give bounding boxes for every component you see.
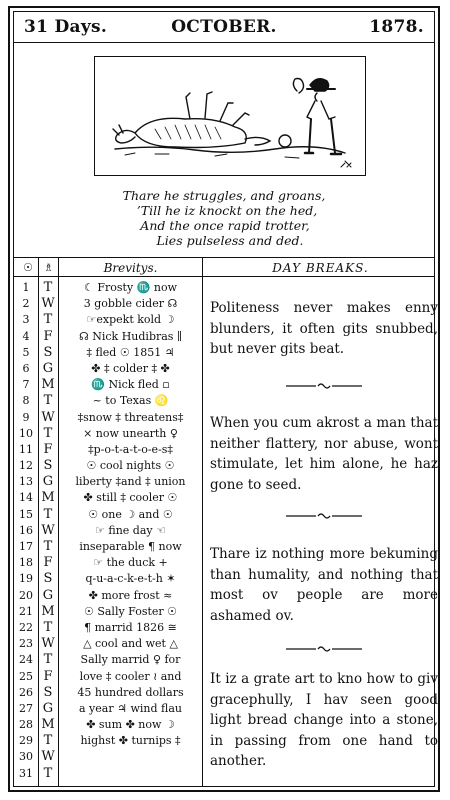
day-number: 12 xyxy=(19,459,33,473)
brevity-text: ☞ the duck + xyxy=(93,556,168,570)
day-number: 7 xyxy=(22,378,30,392)
day-number: 30 xyxy=(19,750,33,764)
day-number: 29 xyxy=(19,734,33,748)
day-number: 13 xyxy=(19,475,33,489)
weekday-letter: F xyxy=(43,555,53,571)
brevity-text: ✤ ‡ colder ‡ ✤ xyxy=(91,361,170,375)
weekday-letter: T xyxy=(43,765,53,781)
weekday-letter: T xyxy=(43,733,53,749)
calendar-row xyxy=(14,345,202,361)
calendar-row xyxy=(14,571,202,587)
weekday-letter: T xyxy=(43,425,53,441)
verse-line: Lies pulseless and ded. xyxy=(156,233,304,248)
day-number: 28 xyxy=(19,718,33,732)
day-number: 9 xyxy=(22,410,30,424)
horse-and-man-engraving-icon xyxy=(94,56,366,176)
weekday-letter: T xyxy=(43,312,53,328)
calendar-row xyxy=(14,766,202,782)
day-number: 27 xyxy=(19,701,33,715)
weekday-letter: T xyxy=(43,652,53,668)
calendar-row xyxy=(14,442,202,458)
calendar-row xyxy=(14,523,202,539)
day-number: 18 xyxy=(19,556,33,570)
weekday-letter: W xyxy=(41,409,55,425)
brevity-text: ♏ Nick fled ▫ xyxy=(91,378,170,392)
almanac-page xyxy=(8,6,440,792)
brevity-text: Sally marrid ♀ for xyxy=(80,653,181,667)
paragraph: Thare iz nothing more bekuming than humality, and nothing that most ov people are more ashamed ov. xyxy=(210,546,438,624)
calendar-row xyxy=(14,588,202,604)
brevity-text: a year ♃ wind flau xyxy=(79,701,182,715)
weekday-letter: S xyxy=(43,458,53,474)
calendar-row xyxy=(14,474,202,490)
brevity-text: love ‡ cooler ≀ and xyxy=(79,669,182,683)
weekday-letter: S xyxy=(43,684,53,700)
brevity-text: highst ✤ turnips ‡ xyxy=(80,734,181,748)
ornament-divider xyxy=(284,381,364,391)
weekday-letter: S xyxy=(43,344,53,360)
sun-symbol-header: ☉ xyxy=(23,261,33,274)
day-number: 14 xyxy=(19,491,33,505)
day-number: 17 xyxy=(19,540,33,553)
day-number: 22 xyxy=(19,620,33,634)
brevity-text: ‡ fled ☉ 1851 ♃ xyxy=(86,345,175,359)
calendar-row xyxy=(14,701,202,717)
calendar-row xyxy=(14,652,202,668)
paragraph: Politeness never makes enny blunders, it often gits snubbed, but never gits beat. xyxy=(210,300,438,357)
brevity-text: ✤ still ‡ cooler ☉ xyxy=(83,491,178,505)
column-rule xyxy=(202,257,203,786)
weekday-letter: F xyxy=(43,441,53,457)
calendar-row xyxy=(14,539,202,555)
weekday-letter: T xyxy=(43,539,53,554)
brevity-text: ☞expekt kold ☽ xyxy=(86,313,175,327)
brevity-text: ¶ marrid 1826 ≅ xyxy=(84,620,177,634)
weekday-letter: W xyxy=(41,749,55,765)
weekday-letter: G xyxy=(42,474,54,490)
day-number: 10 xyxy=(19,426,33,440)
daybreaks-header: DAY BREAKS. xyxy=(272,261,369,275)
weekday-letter: M xyxy=(41,377,55,393)
calendar-row xyxy=(14,410,202,426)
calendar-row xyxy=(14,458,202,474)
calendar-row xyxy=(14,717,202,733)
calendar-row xyxy=(14,296,202,312)
day-number: 11 xyxy=(19,442,33,456)
day-number: 16 xyxy=(19,523,33,537)
paragraph: It iz a grate art to kno how to giv gracephully, I hav seen good light bread change into a stone, in passing from one hand to another. xyxy=(210,671,438,769)
brevity-text: 45 hundred dollars xyxy=(77,685,184,699)
brevity-text: inseparable ¶ now xyxy=(79,540,182,553)
calendar-rows xyxy=(14,280,202,782)
verse-line: Thare he struggles, and groans, xyxy=(122,188,326,203)
weekday-letter: M xyxy=(41,490,55,506)
weekday-letter: T xyxy=(43,393,53,409)
weekday-letter: G xyxy=(42,360,54,376)
calendar-row xyxy=(14,733,202,749)
day-number: 3 xyxy=(22,313,30,327)
brevity-text: 3 gobble cider ☊ xyxy=(83,297,178,311)
brevitys-header: Brevitys. xyxy=(103,261,158,275)
calendar-row xyxy=(14,669,202,685)
brevity-text: △ cool and wet △ xyxy=(83,637,178,651)
weekday-letter: M xyxy=(41,603,55,619)
ornament-divider xyxy=(284,511,364,521)
brevity-text: ✤ more frost ≈ xyxy=(88,588,173,602)
brevity-text: ☉ one ☽ and ☉ xyxy=(88,507,173,521)
calendar-row xyxy=(14,280,202,296)
calendar-row xyxy=(14,507,202,523)
engraving-drawing xyxy=(95,57,365,175)
day-number: 21 xyxy=(19,604,33,618)
day-number: 5 xyxy=(22,345,30,359)
verse-line: And the once rapid trotter, xyxy=(140,218,310,233)
brevity-text: ☉ Sally Foster ☉ xyxy=(83,604,178,618)
day-number: 23 xyxy=(19,637,33,651)
calendar-row xyxy=(14,329,202,345)
verse-line: ’Till he iz knockt on the hed, xyxy=(136,203,318,218)
weekday-letter: W xyxy=(41,522,55,538)
calendar-row xyxy=(14,490,202,506)
brevity-text: × now unearth ♀ xyxy=(83,426,178,440)
page-header xyxy=(14,12,434,43)
calendar-row xyxy=(14,361,202,377)
weekday-letter: M xyxy=(41,717,55,733)
brevity-text: ☉ cool nights ☉ xyxy=(86,459,175,473)
verse xyxy=(14,188,434,248)
weekday-letter: W xyxy=(41,636,55,652)
weekday-letter: S xyxy=(43,571,53,587)
calendar-row xyxy=(14,604,202,620)
weekday-letter: W xyxy=(41,296,55,312)
day-number: 19 xyxy=(19,572,33,586)
paragraph: When you cum akrost a man that neither flattery, nor abuse, wont stimulate, let him alone, he haz gone to seed. xyxy=(210,415,438,493)
day-number: 26 xyxy=(19,685,33,699)
brevity-text: ✤ sum ✤ now ☽ xyxy=(86,718,175,732)
day-number: 20 xyxy=(19,588,33,602)
day-number: 1 xyxy=(22,281,30,294)
weekday-letter: G xyxy=(42,700,54,716)
brevity-text: q-u-a-c-k-e-t-h ✶ xyxy=(85,572,176,586)
calendar-row xyxy=(14,377,202,393)
calendar-row xyxy=(14,426,202,442)
weekday-letter: F xyxy=(43,668,53,684)
calendar-row xyxy=(14,393,202,409)
day-number: 24 xyxy=(19,653,33,667)
calendar-row xyxy=(14,636,202,652)
day-number: 25 xyxy=(19,669,33,683)
calendar-row xyxy=(14,749,202,765)
ornament-divider xyxy=(284,644,364,654)
brevity-text: ‡p-o-t-a-t-o-e-s‡ xyxy=(88,442,173,456)
day-number: 8 xyxy=(22,394,30,408)
brevity-text: liberty ‡and ‡ union xyxy=(75,475,186,489)
page-frame xyxy=(13,11,438,787)
year-label: 1878. xyxy=(369,17,424,37)
brevity-text: ☞ fine day ☜ xyxy=(95,523,166,537)
calendar-row xyxy=(14,620,202,636)
month-title: OCTOBER. xyxy=(171,17,277,37)
weekday-letter: F xyxy=(43,328,53,344)
weekday-letter: T xyxy=(43,506,53,522)
day-number: 6 xyxy=(22,361,30,375)
calendar-row xyxy=(14,312,202,328)
section-divider xyxy=(14,257,434,258)
brevity-text: ☾ Frosty ♏ now xyxy=(84,281,177,294)
calendar-row xyxy=(14,685,202,701)
calendar-row xyxy=(14,555,202,571)
brevity-text: ~ to Texas ♌ xyxy=(92,394,169,408)
weekday-letter: G xyxy=(42,587,54,603)
column-header-divider xyxy=(14,276,434,277)
day-number: 2 xyxy=(22,297,30,311)
weekday-symbol-header: ♗ xyxy=(43,261,54,274)
day-number: 15 xyxy=(19,507,33,521)
day-number: 31 xyxy=(19,766,33,780)
days-count: 31 Days. xyxy=(24,17,108,37)
brevity-text: ‡snow ‡ threatens‡ xyxy=(77,410,184,424)
weekday-letter: T xyxy=(43,280,53,295)
weekday-letter: T xyxy=(43,619,53,635)
day-number: 4 xyxy=(22,329,30,343)
brevity-text: ☊ Nick Hudibras ∥ xyxy=(78,329,183,343)
